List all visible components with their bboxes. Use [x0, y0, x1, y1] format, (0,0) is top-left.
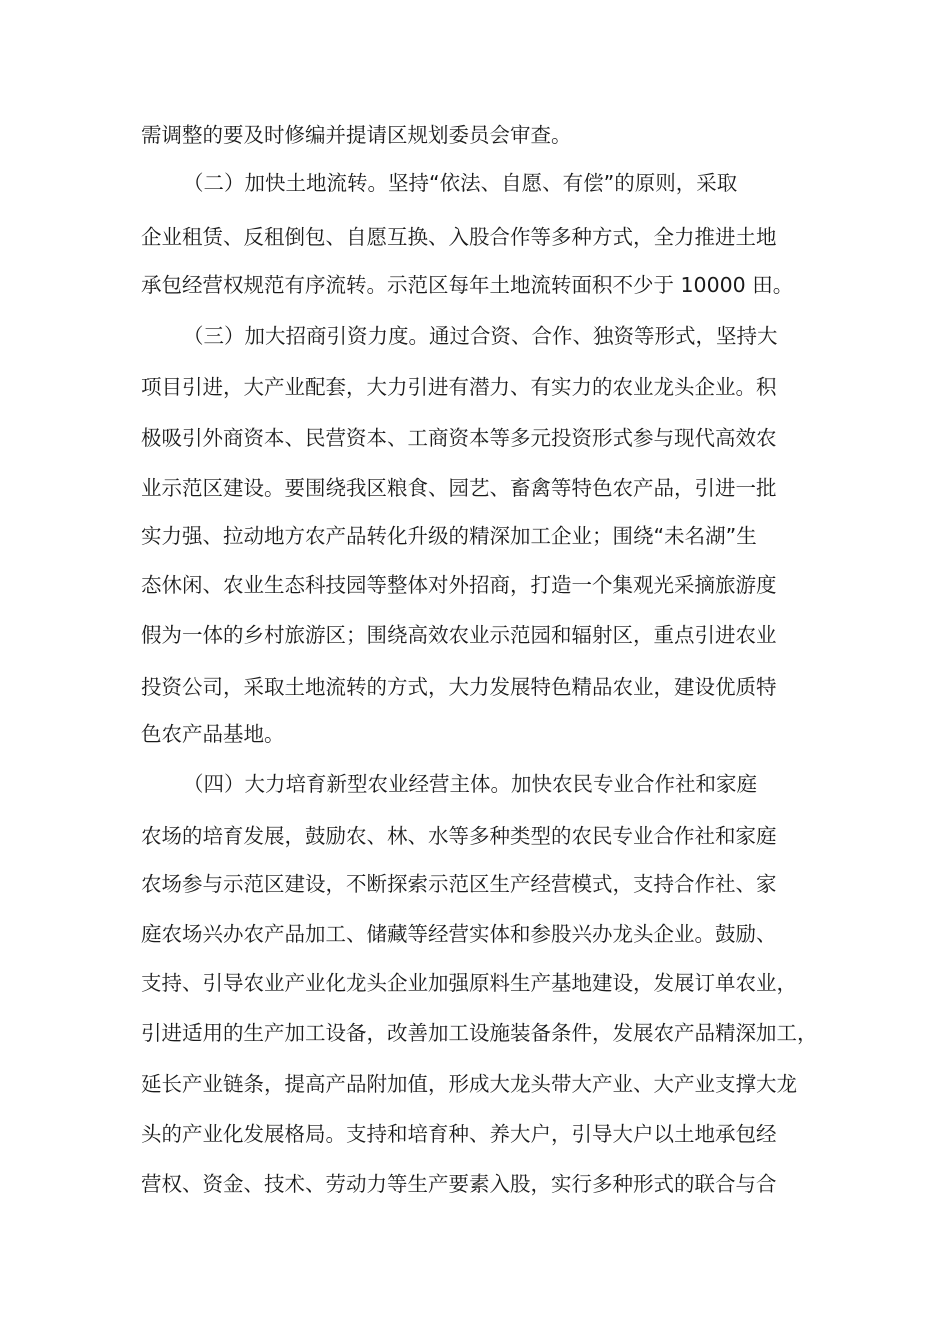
text-line: 头的产业化发展格局。支持和培育种、养大户，引导大户以土地承包经 [141, 1122, 777, 1146]
text-line: 态休闲、农业生态科技园等整体对外招商，打造一个集观光采摘旅游度 [141, 573, 777, 597]
text-line: 营权、资金、技术、劳动力等生产要素入股，实行多种形式的联合与合 [141, 1172, 777, 1196]
text-line: 农场参与示范区建设，不断探索示范区生产经营模式，支持合作社、家 [141, 872, 777, 896]
text-line: 业示范区建设。要围绕我区粮食、园艺、畜禽等特色农产品，引进一批 [141, 476, 777, 500]
text-line: 极吸引外商资本、民营资本、工商资本等多元投资形式参与现代高效农 [141, 426, 777, 450]
text-line: 延长产业链条，提高产品附加值，形成大龙头带大产业、大产业支撑大龙 [141, 1072, 797, 1096]
text-line: 假为一体的乡村旅游区；围绕高效农业示范园和辐射区，重点引进农业 [141, 623, 777, 647]
text-line: 承包经营权规范有序流转。示范区每年土地流转面积不少于 10000 田。 [141, 273, 794, 297]
text-line: 投资公司，采取土地流转的方式，大力发展特色精品农业，建设优质特 [141, 675, 777, 699]
section-heading-line: （四）大力培育新型农业经营主体。加快农民专业合作社和家庭 [183, 772, 757, 796]
text-line: 农场的培育发展，鼓励农、林、水等多种类型的农民专业合作社和家庭 [141, 824, 777, 848]
text-line: 需调整的要及时修编并提请区规划委员会审查。 [141, 123, 572, 147]
text-line: 企业租赁、反租倒包、自愿互换、入股合作等多种方式，全力推进土地 [141, 225, 777, 249]
section-heading-line: （三）加大招商引资力度。通过合资、合作、独资等形式，坚持大 [183, 324, 778, 348]
text-line: 引进适用的生产加工设备，改善加工设施装备条件，发展农产品精深加工， [141, 1021, 818, 1045]
text-line: 实力强、拉动地方农产品转化升级的精深加工企业；围绕“未名湖”生 [141, 524, 757, 548]
text-line: 色农产品基地。 [141, 722, 285, 746]
section-heading-line: （二）加快土地流转。坚持“依法、自愿、有偿”的原则，采取 [183, 171, 738, 195]
text-line: 项目引进，大产业配套，大力引进有潜力、有实力的农业龙头企业。积 [141, 375, 777, 399]
text-line: 庭农场兴办农产品加工、储藏等经营实体和参股兴办龙头企业。鼓励、 [141, 922, 777, 946]
text-line: 支持、引导农业产业化龙头企业加强原料生产基地建设，发展订单农业， [141, 971, 797, 995]
